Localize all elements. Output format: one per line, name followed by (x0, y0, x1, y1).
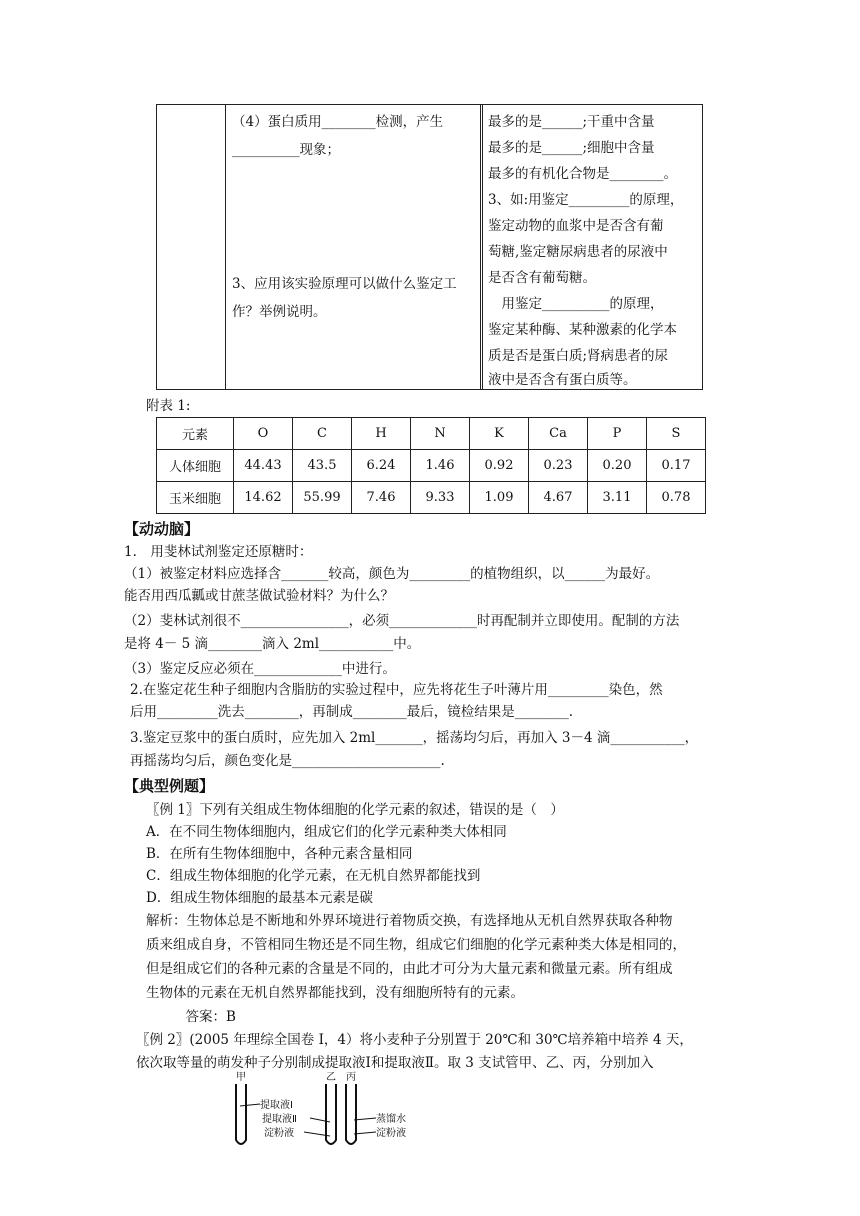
table-cell: 14.62 (234, 482, 293, 514)
text-line: 质来组成自身，不管相同生物还是不同生物，组成它们细胞的化学元素种类大体是相同的， (146, 937, 686, 953)
table-cell-text: 作？举例说明。 (232, 304, 327, 320)
text-line: C．组成生物体细胞的化学元素，在无机自然界都能找到 (146, 868, 481, 884)
section-heading: 【动动脑】 (124, 520, 200, 538)
diagram-annotation: 提取液Ⅱ (262, 1114, 297, 1125)
text-line: A．在不同生物体细胞内，组成它们的化学元素种类大体相同 (146, 824, 507, 840)
tube-label: 乙 (326, 1072, 336, 1083)
table-cell-text: 最多的是______;干重中含量 (488, 114, 655, 130)
table-divider (225, 105, 226, 389)
tube-label: 甲 (236, 1072, 246, 1083)
text-line: 再摇荡均匀后，颜色变化是______________________. (130, 753, 445, 769)
table-cell: 0.92 (470, 450, 529, 482)
table-cell: 0.20 (588, 450, 647, 482)
appendix-label: 附表 1: (146, 398, 191, 414)
test-tube-yi (326, 1084, 336, 1144)
table-cell: 0.17 (647, 450, 706, 482)
text-line: 2.在鉴定花生种子细胞内含脂肪的实验过程中，应先将花生子叶薄片用_________染色，然 (130, 682, 663, 698)
text-line: （3）鉴定反应必须在_____________中进行。 (124, 661, 396, 677)
text-line: 解析：生物体总是不断地和外界环境进行着物质交换，有选择地从无机自然界获取各种物 (146, 913, 673, 929)
table-cell-text: 鉴定动物的血浆中是否含有葡 (488, 218, 664, 234)
table-cell-text: 3、如:用鉴定_________的原理， (488, 192, 684, 208)
table-cell: 玉米细胞 (157, 482, 234, 514)
text-line: 是将 4－ 5 滴________滴入 2ml___________中。 (124, 636, 421, 652)
text-line: 1. 用斐林试剂鉴定还原糖时： (124, 544, 313, 560)
element-content-table (156, 417, 706, 514)
text-line: 但是组成它们的各种元素的含量是不同的，由此才可分为大量元素和微量元素。所有组成 (146, 961, 673, 977)
table-cell-text: （4）蛋白质用________检测，产生 (232, 114, 444, 130)
table-header-cell: P (588, 418, 647, 450)
test-tube-jia (236, 1084, 246, 1144)
test-tube-diagram (230, 1070, 430, 1150)
table-cell: 1.46 (411, 450, 470, 482)
text-line: 答案：B (172, 1009, 236, 1025)
diagram-annotation: 淀粉液 (264, 1128, 294, 1139)
diagram-annotation: 蒸馏水 (376, 1114, 406, 1125)
table-cell: 4.67 (529, 482, 588, 514)
table-header-cell: O (234, 418, 293, 450)
table-cell-text: 用鉴定__________的原理， (488, 296, 664, 312)
test-tube-bing (346, 1084, 356, 1144)
diagram-annotation: 淀粉液 (376, 1128, 406, 1139)
table-cell-text: 鉴定某种酶、某种激素的化学本 (488, 322, 677, 338)
table-header-cell: 元素 (157, 418, 234, 450)
diagram-annotation: 提取液Ⅰ (260, 1100, 293, 1111)
table-cell: 44.43 (234, 450, 293, 482)
table-header-cell: Ca (529, 418, 588, 450)
table-cell-text: __________现象； (232, 142, 340, 158)
table-header-cell: H (352, 418, 411, 450)
text-line: 〖例 2〗(2005 年理综全国卷 I，4）将小麦种子分别置于 20℃和 30℃培养箱中培养 4 天， (136, 1032, 693, 1048)
tube-label: 丙 (346, 1072, 356, 1083)
table-cell-text: 质是否是蛋白质;肾病患者的尿 (488, 348, 669, 364)
text-line: 依次取等量的萌发种子分别制成提取液Ⅰ和提取液Ⅱ。取 3 支试管甲、乙、丙，分别加入 (136, 1055, 654, 1071)
text-line: 能否用西瓜瓤或甘蔗茎做试验材料？为什么？ (124, 588, 394, 604)
table-cell: 7.46 (352, 482, 411, 514)
table-row (157, 482, 706, 514)
table-cell: 55.99 (293, 482, 352, 514)
table-header-row (157, 418, 706, 450)
table-cell-text: 最多的有机化合物是________。 (488, 166, 677, 182)
pointer-line (240, 1104, 260, 1106)
table-cell-text: 3、应用该实验原理可以做什么鉴定工 (232, 276, 457, 292)
table-header-cell: N (411, 418, 470, 450)
table-header-cell: K (470, 418, 529, 450)
table-cell: 0.23 (529, 450, 588, 482)
table-cell: 1.09 (470, 482, 529, 514)
table-cell: 6.24 (352, 450, 411, 482)
table-row (157, 450, 706, 482)
table-divider (480, 105, 483, 389)
section-heading: 【典型例题】 (124, 777, 215, 795)
text-line: （1）被鉴定材料应选择含_______较高，颜色为_________的植物组织，以______为最好。 (124, 566, 660, 582)
text-line: 〖例 1〗下列有关组成生物体细胞的化学元素的叙述，错误的是（ ） (146, 802, 564, 818)
text-line: 生物体的元素在无机自然界都能找到，没有细胞所特有的元素。 (146, 985, 524, 1001)
text-line: D．组成生物体细胞的最基本元素是碳 (146, 890, 373, 906)
table-cell: 9.33 (411, 482, 470, 514)
table-cell-text: 液中是否含有蛋白质等。 (488, 372, 637, 388)
text-line: B．在所有生物体细胞中，各种元素含量相同 (146, 846, 413, 862)
table-header-cell: S (647, 418, 706, 450)
table-cell-text: 最多的是______;细胞中含量 (488, 140, 655, 156)
table-cell: 0.78 (647, 482, 706, 514)
table-header-cell: C (293, 418, 352, 450)
table-cell-text: 是否含有葡萄糖。 (488, 270, 596, 286)
text-line: 3.鉴定豆浆中的蛋白质时，应先加入 2ml_______，摇荡均匀后，再加入 3－4 滴___________， (130, 730, 699, 746)
pointer-line (354, 1118, 376, 1120)
table-cell: 人体细胞 (157, 450, 234, 482)
table-cell: 43.5 (293, 450, 352, 482)
table-cell: 3.11 (588, 482, 647, 514)
text-line: 后用_________洗去________，再制成________最后，镜检结果是________. (130, 704, 574, 720)
text-line: （2）斐林试剂很不________________，必须_____________时再配制并立即使用。配制的方法 (124, 613, 680, 629)
table-cell-text: 萄糖,鉴定糖尿病患者的尿液中 (488, 244, 668, 260)
pointer-line (354, 1132, 376, 1134)
